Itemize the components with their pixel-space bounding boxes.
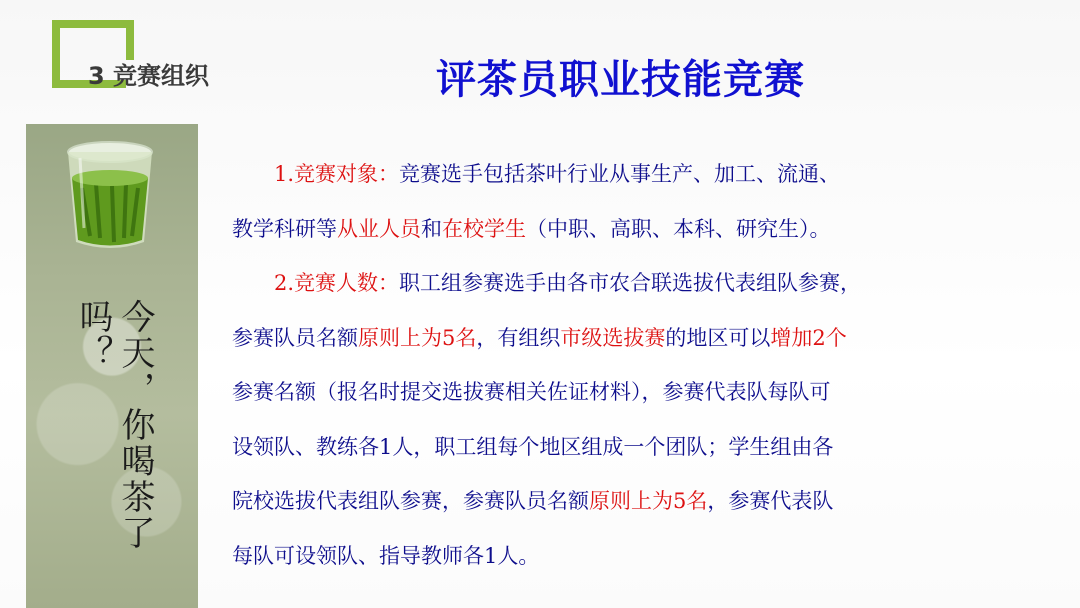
p2-highlight-1: 原则上为5名 [358,325,477,350]
paragraph-1-line-2 [232,202,1052,257]
side-image-panel [26,124,198,608]
content-body [232,147,1052,583]
p1-text-b: 和 [421,216,442,241]
p2-text-4: 的地区可以 [665,325,771,350]
paragraph-2-line-4: 设领队、教练各1人，职工组每个地区组成一个团队；学生组由各 [232,434,834,459]
p1-highlight-2: 在校学生 [442,216,526,241]
p1-text-c: （中职、高职、本科、研究生）。 [526,216,831,241]
p2-text-2: 参赛队员名额 [232,325,358,350]
paragraph-2-line-1 [232,256,1052,311]
page-title: 评茶员职业技能竞赛 [436,57,805,103]
section-label: 3 竞赛组织 [88,62,210,90]
p1-text: 竞赛选手包括茶叶行业从事生产、加工、流通、 [399,162,841,186]
p2-text-7: 院校选拔代表组队参赛，参赛队员名额 [232,489,589,513]
side-vertical-text: 今天，你喝茶了吗？ [73,299,155,551]
p2-text-3: ，有组织 [476,325,561,350]
p2-text-1: 职工组参赛选手由各市农合联选拔代表组队参赛， [399,271,862,295]
p2-heading: 2.竞赛人数： [274,271,400,295]
p2-highlight-4: 原则上为5名 [589,489,708,513]
p1-heading: 1.竞赛对象： [274,162,400,186]
paragraph-2-line-3: 参赛名额（报名时提交选拔赛相关佐证材料），参赛代表队每队可 [232,380,831,404]
paragraph-2-line-5 [232,474,1052,529]
paragraph-2-line-6: 每队可设领队、指导教师各1人。 [232,543,540,568]
p1-highlight-1: 从业人员 [337,216,421,241]
tea-glass-icon [62,138,158,256]
p2-text-8: ，参赛代表队 [707,489,834,513]
paragraph-2-line-2 [232,311,1052,366]
paragraph-1-line-1 [232,147,1052,202]
p2-highlight-2: 市级选拔赛 [560,325,666,350]
p2-highlight-3: 增加2个 [770,325,847,350]
p1-text-a: 教学科研等 [232,216,337,241]
